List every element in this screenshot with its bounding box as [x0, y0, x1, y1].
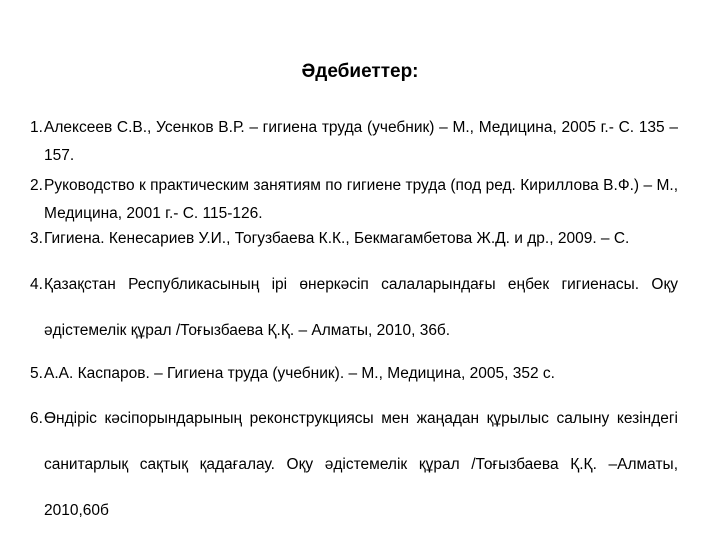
reference-number: 1. — [30, 119, 43, 136]
reference-number: 5. — [30, 365, 43, 382]
page-title: Әдебиеттер: — [301, 61, 419, 82]
reference-item-3 — [30, 225, 678, 253]
reference-text: Алексеев С.В., Усенков В.Р. – гигиена труда (учебник) – М., Медицина, 2005 г.- С. 135 – 157. — [44, 119, 678, 164]
reference-text: А.А. Каспаров. – Гигиена труда (учебник). – М., Медицина, 2005, 352 с. — [44, 365, 555, 382]
reference-item-1 — [30, 114, 678, 170]
reference-text: Қазақстан Республикасының ірі өнеркәсіп салаларындағы еңбек гигиенасы. Оқу әдістемелік құрал /Тоғызбаева Қ.Қ. – Алматы, 2010, 36б. — [44, 276, 678, 339]
reference-number: 4. — [30, 276, 43, 293]
reference-text: Өндіріс кәсіпорындарының реконструкциясы мен жаңадан құрылыс салыну кезіндегі санитарлық сақтық қадағалау. Оқу әдістемелік құрал /Тоғызбаева Қ.Қ. –Алматы, 2010,60б — [44, 410, 678, 519]
reference-text: Руководство к практическим занятиям по гигиене труда (под ред. Кириллова В.Ф.) – М., Медицина, 2001 г.- С. 115-126. — [44, 177, 678, 222]
reference-item-6 — [30, 396, 678, 534]
reference-number: 3. — [30, 230, 43, 247]
reference-item-5 — [30, 360, 678, 388]
reference-number: 2. — [30, 177, 43, 194]
reference-item-2 — [30, 172, 678, 228]
reference-item-4 — [30, 262, 678, 354]
reference-text: Гигиена. Кенесариев У.И., Тогузбаева К.К., Бекмагамбетова Ж.Д. и др., 2009. – С. — [44, 230, 630, 247]
reference-number: 6. — [30, 410, 43, 427]
